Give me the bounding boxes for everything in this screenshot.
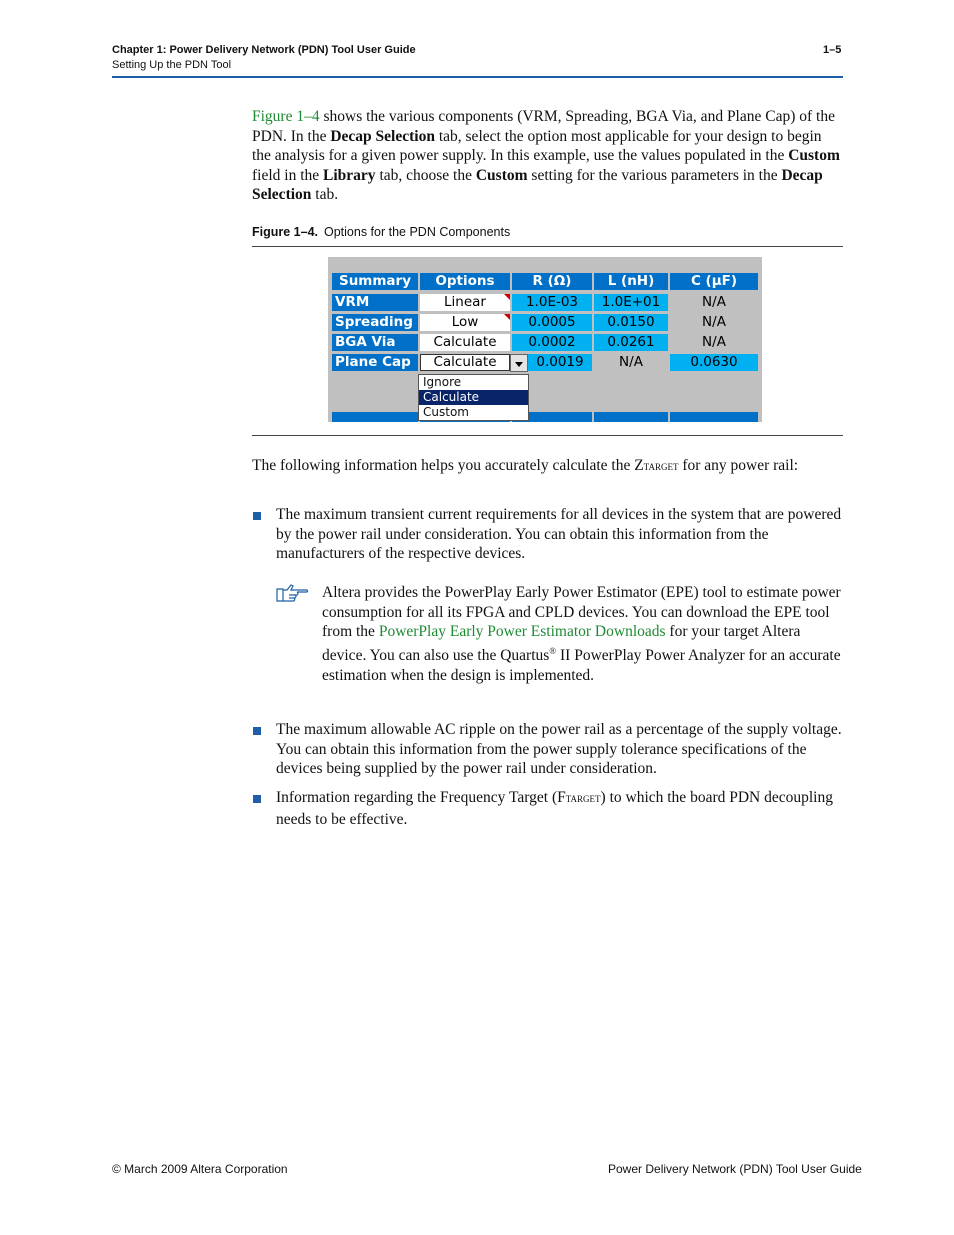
- c-cell-spreading: N/A: [670, 314, 758, 331]
- options-dropdown-list[interactable]: [418, 374, 529, 421]
- l-cell-spreading[interactable]: 0.0150: [594, 314, 668, 331]
- option-cell-vrm[interactable]: Linear: [420, 294, 510, 311]
- subscript: TARGET: [643, 462, 679, 472]
- dropdown-arrow-button[interactable]: [510, 354, 528, 372]
- dropdown-item-ignore[interactable]: Ignore: [423, 375, 462, 389]
- intro-text: field in the: [252, 166, 324, 184]
- figure-link[interactable]: Figure 1–4: [252, 108, 320, 125]
- r-cell-spreading[interactable]: 0.0005: [512, 314, 592, 331]
- running-header-section: Setting Up the PDN Tool: [112, 59, 232, 71]
- row-label-spreading: Spreading: [332, 314, 418, 331]
- note-body: for your target Altera device. You can also use the Quartus: [322, 623, 801, 664]
- figure-rule-top: [252, 246, 843, 247]
- c-cell-plane-cap[interactable]: 0.0630: [670, 354, 758, 371]
- bullet-icon: [253, 795, 261, 803]
- bullet-item: The maximum transient current requirements for all devices in the system that are powered by the power rail under consideration. You can obtain this information from the manufacturers of the respective devices.: [276, 506, 842, 563]
- intro-text: tab, select the option most applicable for your design to begin the analysis for a given power supply. In this example, use the values populated in the: [252, 127, 822, 165]
- option-cell-plane-cap[interactable]: Calculate: [420, 354, 510, 371]
- footer-left: © March 2009 Altera Corporation: [112, 1162, 288, 1176]
- page-number: 1–5: [823, 44, 842, 56]
- r-cell-bga-via[interactable]: 0.0002: [512, 334, 592, 351]
- dropdown-item-calculate[interactable]: Calculate: [419, 390, 528, 405]
- figure-number: Figure 1–4.: [252, 225, 318, 239]
- note-body: II PowerPlay Power Analyzer for an accurate estimation when the design is implemented.: [322, 646, 841, 684]
- next-table-header: [670, 412, 758, 422]
- intro-text: setting for the various parameters in the: [527, 166, 782, 184]
- option-cell-bga-via[interactable]: Calculate: [420, 334, 510, 351]
- bullet-text: ) to which the board PDN decoupling needs to be effective.: [276, 789, 833, 828]
- intro-bold: Custom: [475, 166, 528, 184]
- col-header-r: R (Ω): [512, 273, 592, 290]
- r-cell-vrm[interactable]: 1.0E-03: [512, 294, 592, 311]
- subscript: TARGET: [565, 794, 601, 804]
- intro-bold: Library: [323, 166, 376, 184]
- pointing-hand-icon: [275, 583, 309, 603]
- body-text: for any power rail:: [678, 457, 799, 474]
- intro-bold: Decap Selection: [252, 166, 823, 204]
- intro-text: shows the various components (VRM, Spreading, BGA Via, and Plane Cap) of the PDN. In the: [252, 108, 835, 145]
- decap-selection-sheet: [328, 257, 762, 422]
- intro-bold: Decap Selection: [330, 127, 435, 145]
- col-header-summary: Summary: [332, 273, 418, 290]
- body-text: The following information helps you accurately calculate the Z: [252, 457, 644, 474]
- option-cell-spreading[interactable]: Low: [420, 314, 510, 331]
- intro-text: tab, choose the: [375, 166, 476, 184]
- chevron-down-icon: [515, 362, 523, 367]
- next-table-header: [332, 412, 418, 422]
- bullet-item: The maximum allowable AC ripple on the power rail as a percentage of the supply voltage. You can obtain this information from the power supply tolerance specifications of the devices being supplied by the power rail under consideration.: [276, 721, 842, 778]
- l-cell-vrm[interactable]: 1.0E+01: [594, 294, 668, 311]
- header-rule: [112, 76, 843, 78]
- c-cell-bga-via: N/A: [670, 334, 758, 351]
- figure-caption: [252, 225, 510, 239]
- bullet-icon: [253, 727, 261, 735]
- row-label-bga-via: BGA Via: [332, 334, 418, 351]
- figure-title: Options for the PDN Components: [324, 225, 511, 239]
- next-table-header: [594, 412, 668, 422]
- ztarget-paragraph: [252, 456, 844, 478]
- note-text: [322, 583, 844, 685]
- intro-bold: Custom: [788, 147, 840, 165]
- bullet-icon: [253, 512, 261, 520]
- col-header-l: L (nH): [594, 273, 668, 290]
- running-header-chapter: Chapter 1: Power Delivery Network (PDN) Tool User Guide: [112, 44, 416, 56]
- intro-paragraph: [252, 107, 844, 205]
- r-cell-plane-cap[interactable]: 0.0019: [528, 354, 592, 371]
- bullet-item: [276, 788, 844, 829]
- epe-downloads-link[interactable]: PowerPlay Early Power Estimator Downloads: [378, 623, 666, 641]
- l-cell-plane-cap: N/A: [594, 354, 668, 371]
- intro-text: tab.: [311, 186, 339, 204]
- registered-mark: ®: [549, 645, 557, 656]
- comment-marker: [504, 314, 510, 320]
- c-cell-vrm: N/A: [670, 294, 758, 311]
- comment-marker: [504, 294, 510, 300]
- col-header-options: Options: [420, 273, 510, 290]
- figure-rule-bottom: [252, 435, 843, 436]
- l-cell-bga-via[interactable]: 0.0261: [594, 334, 668, 351]
- dropdown-item-custom[interactable]: Custom: [423, 405, 469, 419]
- note-body: Altera provides the PowerPlay Early Power Estimator (EPE) tool to estimate power consumption for all its FPGA and CPLD devices. You can download the EPE tool from the: [322, 584, 841, 641]
- row-label-vrm: VRM: [332, 294, 418, 311]
- col-header-c: C (µF): [670, 273, 758, 290]
- row-label-plane-cap: Plane Cap: [332, 354, 418, 371]
- bullet-text: Information regarding the Frequency Target (F: [276, 789, 566, 806]
- footer-right: Power Delivery Network (PDN) Tool User Guide: [608, 1162, 862, 1176]
